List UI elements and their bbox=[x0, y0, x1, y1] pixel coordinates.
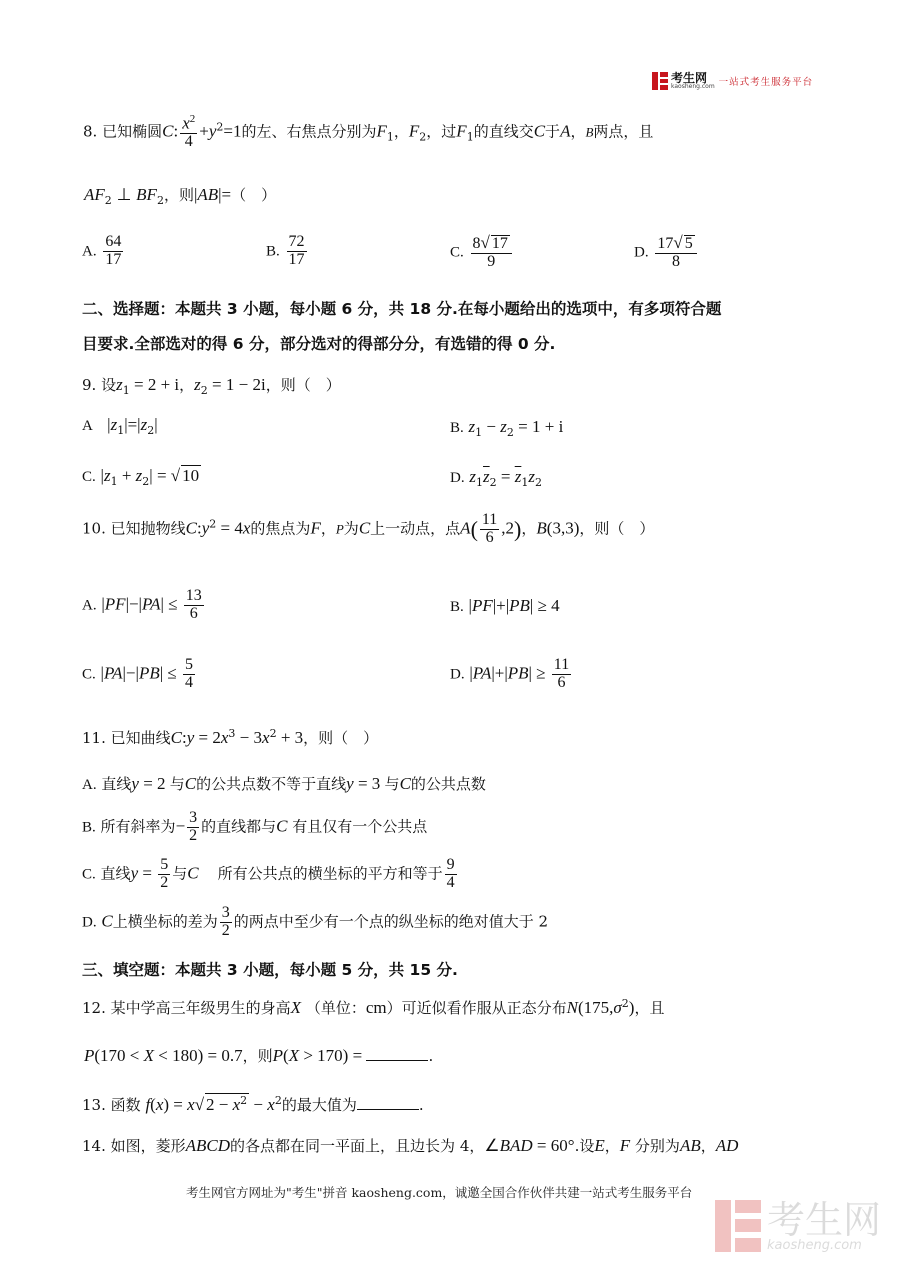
q9-option-d[interactable]: D. $z_1\overline{z}_2 = \overline{z}_1z_2$ bbox=[450, 467, 542, 489]
q12-answer-blank[interactable] bbox=[366, 1046, 428, 1061]
q11-option-c[interactable]: C. 直线y = $\frac{5}{2}$ 与C 所有公共点的横坐标的平方和等于 $\frac{9}{4}$ bbox=[82, 856, 455, 891]
section2-line2: 目要求.全部选对的得 6 分，部分选对的得部分分，有选错的得 0 分. bbox=[82, 335, 556, 353]
q9-stem: 9. 设$z_1 = 2 + i$，$z_2 = 1 - 2i$，则（ ） bbox=[82, 375, 341, 397]
q9-option-c[interactable]: C. $|z_1 + z_2|$ = √ 10 bbox=[82, 466, 200, 488]
watermark-domain: kaosheng.com bbox=[767, 1237, 862, 1253]
q10-stem: 10. 已知抛物线$C:y^2 = 4x$的焦点为F，P为C上一动点，点A( $\frac{11}{6}$ ,2)，B(3,3)，则（ ） bbox=[82, 511, 655, 546]
logo-slogan: 一站式考生服务平台 bbox=[718, 77, 814, 88]
page-footer: 考生网官方网址为"考生"拼音 kaosheng.com，诚邀全国合作伙伴共建一站式考生服务平台 bbox=[186, 1185, 693, 1200]
q8-option-b[interactable]: B. $\frac{72}{17}$ bbox=[266, 233, 305, 268]
q10-option-b[interactable]: B. |PF|+|PB| ≥ 4 bbox=[450, 596, 560, 615]
q14-stem: 14. 如图，菱形ABCD的各点都在同一平面上，且边长为 4，∠BAD = 60°.设E，F 分别为AB，AD bbox=[82, 1136, 739, 1155]
q9-option-b[interactable]: B. $z_1 - z_2 = 1 + i$ bbox=[450, 417, 564, 439]
q12-stem-line1: 12. 某中学高三年级男生的身高X （单位：cm）可近似看作服从正态分布$N(175,\sigma^2)$，且 bbox=[82, 997, 665, 1017]
q8-option-d[interactable]: D. $\frac{17√ 5}{8}$ bbox=[634, 234, 699, 271]
q13-stem: 13. 函数 f(x) = x√ $2 - x^2 - x^2$的最大值为 . bbox=[82, 1094, 424, 1114]
q8-option-a[interactable]: A. $\frac{64}{17}$ bbox=[82, 233, 122, 268]
q9-option-a[interactable]: A $|z_1|=|z_2|$ bbox=[82, 415, 158, 437]
section3-heading: 三、填空题：本题共 3 小题，每小题 5 分，共 15 分. bbox=[82, 961, 458, 979]
q12-stem-line2: P(170 < X < 180) = 0.7，则P(X > 170) = . bbox=[84, 1046, 434, 1065]
q13-answer-blank[interactable] bbox=[357, 1095, 419, 1110]
q10-option-a[interactable]: A. |PF|−|PA| ≤ $\frac{13}{6}$ bbox=[82, 587, 202, 622]
watermark-name: 考生网 bbox=[767, 1197, 882, 1242]
q11-option-a[interactable]: A. 直线y = 2 与C的公共点数不等于直线y = 3 与C的公共点数 bbox=[82, 774, 486, 793]
logo-domain: kaosheng.com bbox=[671, 83, 715, 90]
watermark-logo-icon bbox=[715, 1200, 761, 1252]
q10-option-d[interactable]: D. |PA|+|PB| ≥ $\frac{11}{6}$ bbox=[450, 656, 570, 691]
section2-line1: 二、选择题：本题共 3 小题，每小题 6 分，共 18 分.在每小题给出的选项中，有多项符合题 bbox=[82, 300, 722, 318]
q8-option-c[interactable]: C. $\frac{8√ 17}{9}$ bbox=[450, 234, 514, 271]
watermark bbox=[715, 1197, 882, 1253]
logo-name: 考生网 bbox=[671, 71, 708, 85]
q10-option-c[interactable]: C. |PA|−|PB| ≤ $\frac{5}{4}$ bbox=[82, 656, 193, 691]
logo-mark-icon bbox=[652, 72, 668, 90]
q11-option-b[interactable]: B. 所有斜率为− $\frac{3}{2}$ 的直线都与C 有且仅有一个公共点 bbox=[82, 809, 428, 844]
q11-option-d[interactable]: D. C上横坐标的差为 $\frac{3}{2}$ 的两点中至少有一个点的纵坐标的绝对值大于 2 bbox=[82, 904, 549, 939]
header-logo bbox=[652, 72, 813, 90]
q11-stem: 11. 已知曲线C:y = $2x^3 - 3x^2 + 3$，则（ ） bbox=[82, 727, 379, 747]
q8-stem-line2: $AF_2$ ⊥ $BF_2$，则|AB|=（ ） bbox=[84, 185, 277, 207]
q8-stem-line1: 8. 已知椭圆C: $\frac{x^2}{4}$ $+y^2=1$的左、右焦点分别为$F_1$，$F_2$，过$F_1$的直线交C于A，B两点，且 bbox=[83, 113, 654, 151]
